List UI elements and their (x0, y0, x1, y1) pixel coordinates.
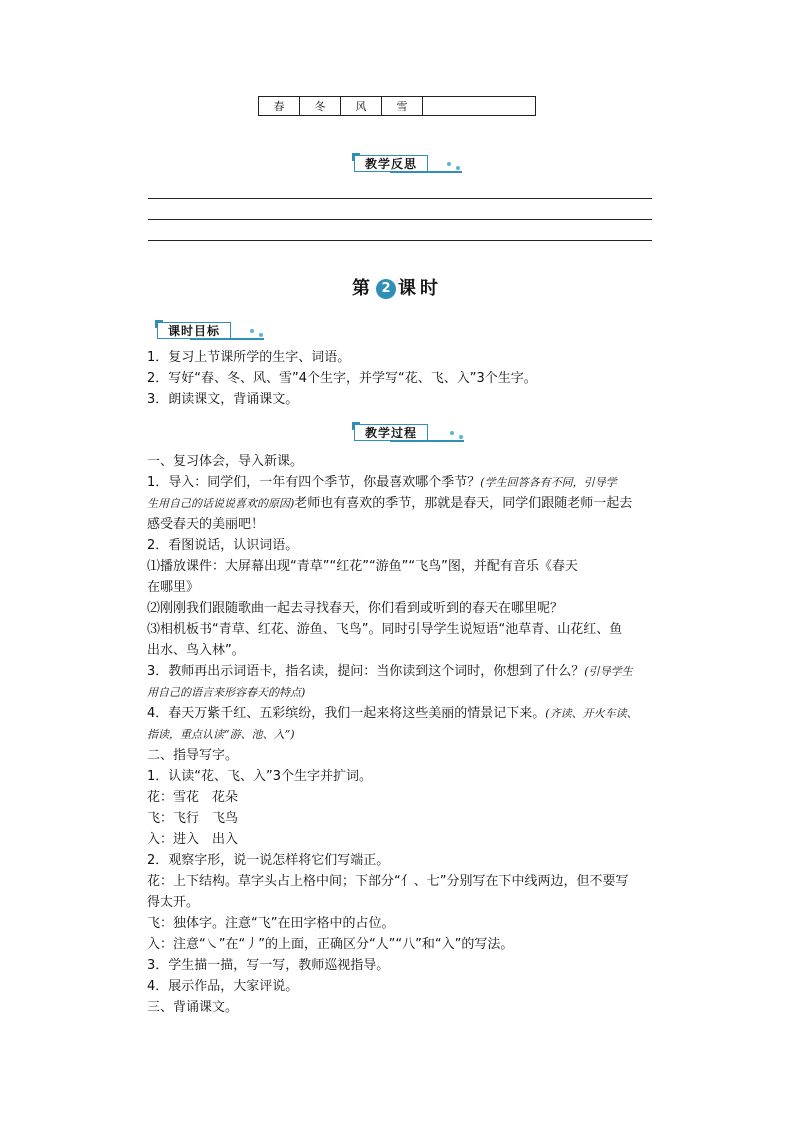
goal-item: 2．写好“春、冬、风、雪”4个生字，并学写“花、飞、入”3个生字。 (147, 371, 537, 386)
body-line: 飞：独体字。注意“飞”在田字格中的占位。 (147, 916, 395, 931)
body-line (147, 472, 617, 493)
body-line: ⑶相机板书“青草、红花、游鱼、飞鸟”。同时引导学生说短语“池草青、山花红、鱼 (147, 622, 623, 637)
lesson-title (0, 274, 794, 300)
word-cell-blank (423, 97, 535, 115)
word-cell: 春 (259, 97, 300, 115)
body-line: 1．认读“花、飞、入”3个生字并扩词。 (147, 769, 373, 784)
body-line: 花：上下结构。草字头占上格中间；下部分“亻、七”分别写在下中线两边，但不要写 (147, 874, 629, 889)
teacher-note: 指读，重点认读“游、池、入”) (147, 728, 295, 741)
word-cell: 风 (341, 97, 382, 115)
teacher-note: (学生回答各有不同，引导学 (480, 476, 617, 489)
body-line (147, 703, 638, 724)
body-line: 入：进入 出入 (147, 832, 239, 847)
lesson-title-prefix: 第 (352, 278, 374, 299)
teacher-note: (引导学生 (584, 665, 633, 678)
body-line: 在哪里》 (147, 580, 200, 595)
body-line: 一、复习体会，导入新课。 (147, 454, 304, 469)
teacher-note: 用自己的语言来形容春天的特点) (147, 686, 306, 699)
body-line (147, 724, 295, 745)
body-line: 感受春天的美丽吧！ (147, 517, 265, 532)
body-line: ⑵刚刚我们跟随歌曲一起去寻找春天，你们看到或听到的春天在哪里呢？ (147, 601, 564, 616)
badge-underline (390, 171, 462, 173)
body-line: 得太开。 (147, 895, 200, 910)
word-cell: 冬 (300, 97, 341, 115)
body-line (147, 493, 632, 514)
word-table (258, 96, 536, 116)
body-line: 3．学生描一描，写一写，教师巡视指导。 (147, 958, 390, 973)
body-line: 飞：飞行 飞鸟 (147, 811, 239, 826)
body-text: 3．教师再出示词语卡，指名读，提问：当你读到这个词时，你想到了什么？ (147, 664, 585, 679)
teacher-note: (齐读、开火车读、 (545, 707, 638, 720)
decor-dot (250, 329, 254, 333)
teacher-note: 生用自己的话说说喜欢的原因) (147, 497, 295, 510)
goal-item: 3．朗读课文，背诵课文。 (147, 392, 299, 407)
body-text: 老师也有喜欢的季节，那就是春天，同学们跟随老师一起去 (294, 496, 633, 511)
ruled-line (148, 198, 652, 199)
body-line: 入：注意“㇏”在“丿”的上面，正确区分“人”“八”和“入”的写法。 (147, 937, 514, 952)
body-line: 2．看图说话，认识词语。 (147, 538, 299, 553)
body-line: 4．展示作品，大家评说。 (147, 979, 299, 994)
ruled-line (148, 219, 652, 220)
decor-dot (456, 166, 460, 170)
body-line: 二、指导写字。 (147, 748, 239, 763)
badge-underline (390, 440, 464, 442)
body-text: 4．春天万紫千红、五彩缤纷，我们一起来将这些美丽的情景记下来。 (147, 706, 546, 721)
lesson-title-suffix: 课时 (398, 278, 442, 299)
word-cell: 雪 (382, 97, 423, 115)
section-badge-goals: 课时目标 (157, 322, 231, 339)
section-badge-process: 教学过程 (354, 424, 428, 441)
decor-dot (259, 333, 263, 337)
decor-dot (459, 435, 463, 439)
body-line (147, 661, 633, 682)
goal-item: 1．复习上节课所学的生字、词语。 (147, 350, 351, 365)
body-text: 1．导入：同学们，一年有四个季节，你最喜欢哪个季节？ (147, 475, 481, 490)
decor-dot (450, 431, 454, 435)
lesson-number-badge: 2 (376, 279, 396, 299)
body-line: 三、背诵课文。 (147, 1000, 239, 1015)
body-line (147, 682, 305, 703)
body-line: 出水、鸟入林”。 (147, 643, 245, 658)
body-line: 花：雪花 花朵 (147, 790, 239, 805)
ruled-line (148, 240, 652, 241)
decor-dot (447, 162, 451, 166)
badge-underline (190, 338, 264, 340)
body-line: 2．观察字形，说一说怎样将它们写端正。 (147, 853, 390, 868)
section-badge-reflection: 教学反思 (354, 155, 428, 172)
body-line: ⑴播放课件：大屏幕出现“青草”“红花”“游鱼”“飞鸟”图，并配有音乐《春天 (147, 559, 578, 574)
